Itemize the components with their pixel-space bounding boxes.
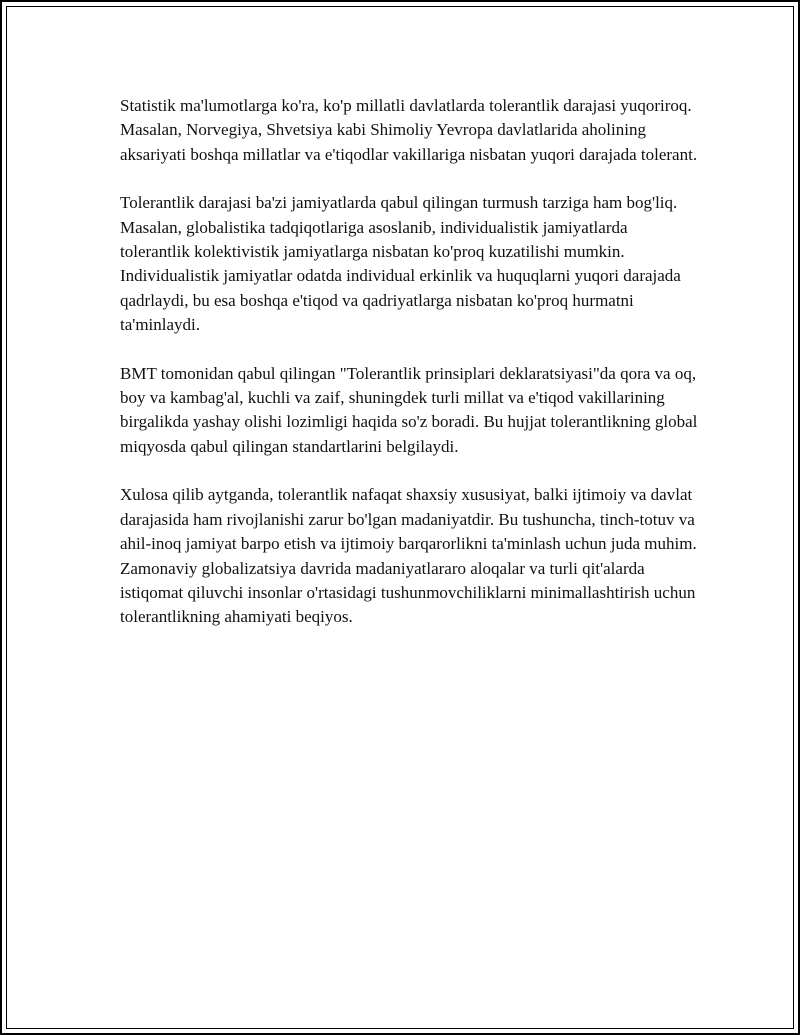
paragraph-un-declaration: BMT tomonidan qabul qilingan "Tolerantlik prinsiplari deklaratsiyasi"da qora va oq, boy va kambag'al, kuchli va zaif, shuningdek turli millat va e'tiqod vakillarining birgalikda yashay olishi lozimligi haqida so'z boradi. Bu hujjat tolerantlikning global miqyosda qabul qilingan standartlarini belgilaydi. (120, 363, 698, 456)
paragraph-statistics: Statistik ma'lumotlarga ko'ra, ko'p millatli davlatlarda tolerantlik darajasi yuqoriroq. Masalan, Norvegiya, Shvetsiya kabi Shimoliy Yevropa davlatlarida aholining aksariyati boshqa millatlar va e'tiqodlar vakillariga nisbatan yuqori darajada tolerant. (120, 96, 698, 164)
paragraph-lifestyle: Tolerantlik darajasi ba'zi jamiyatlarda qabul qilingan turmush tarziga ham bog'liq. Masalan, globalistika tadqiqotlariga asoslanib, individualistik jamiyatlarda tolerantlik kolektivistik jamiyatlarga nisbatan ko'proq kuzatilishi mumkin. Individualistik jamiyatlar odatda individual erkinlik va huquqlarni yuqori darajada qadrlaydi, bu esa boshqa e'tiqod va qadriyatlarga nisbatan ko'proq hurmatni ta'minlaydi. (120, 193, 681, 335)
document-body (120, 94, 700, 654)
paragraph-conclusion: Xulosa qilib aytganda, tolerantlik nafaqat shaxsiy xususiyat, balki ijtimoiy va davlat darajasida ham rivojlanishi zarur bo'lgan madaniyatdir. Bu tushuncha, tinch-totuv va ahil-inoq jamiyat barpo etish va ijtimoiy barqarorlikni ta'minlash uchun juda muhim. Zamonaviy globalizatsiya davrida madaniyatlararo aloqalar va turli qit'alarda istiqomat qiluvchi insonlar o'rtasidagi tushunmovchiliklarni minimallashtirish uchun tolerantlikning ahamiyati beqiyos. (120, 485, 697, 627)
